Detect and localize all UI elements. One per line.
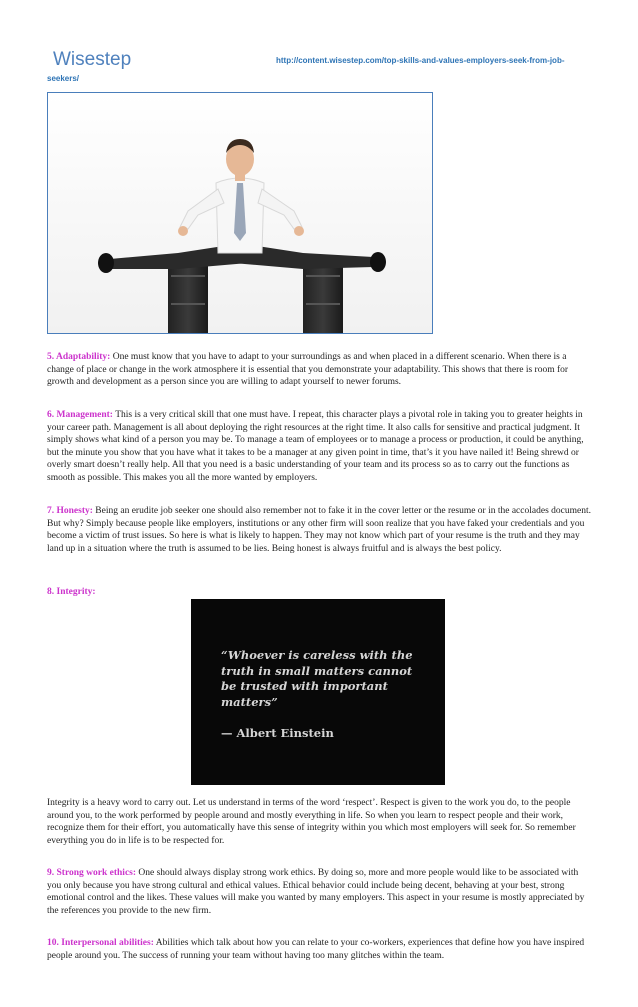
- quote-author: — Albert Einstein: [221, 726, 334, 740]
- section-body: Being an erudite job seeker one should also remember not to fake it in the cover letter or the resume or in the accolades document. But why? Simply because people like employers, institutions or any other firm will soon realize that you have faked your credentials and you become a victim of trust issues. So here is what is likely to happen. They may not know which part of your resume is the truth and they may land up in a situation where the truth is assumed to be lies. Being honest is always fruitful and is always the best policy.: [47, 506, 591, 554]
- section-integrity-body: [47, 797, 592, 847]
- section-adaptability: [47, 351, 592, 389]
- source-url-line-1[interactable]: http://content.wisestep.com/top-skills-and-values-employers-seek-from-job-: [276, 56, 565, 65]
- section-body: Integrity is a heavy word to carry out. Let us understand in terms of the word ‘respect’. Respect is given to the work you do, to the people around you, to the work performed by people around and mostly everything in life. So when you learn to respect people and their work, recognize them for their effort, you automatically have this sense of integrity within you which most employers will seek for. So remember everything you do in life is to be respected for.: [47, 798, 576, 846]
- brand-name: Wisestep: [53, 49, 132, 70]
- section-heading: 7. Honesty:: [47, 506, 93, 516]
- einstein-quote-image: [191, 599, 445, 785]
- section-management: [47, 409, 592, 485]
- section-heading-integrity: 8. Integrity:: [47, 587, 96, 597]
- section-heading: 5. Adaptability:: [47, 352, 111, 362]
- section-interpersonal: [47, 937, 592, 962]
- quote-text: “Whoever is careless with the truth in small matters cannot be trusted with important matters”: [221, 648, 413, 709]
- section-honesty: [47, 505, 592, 555]
- section-work-ethics: [47, 867, 592, 917]
- source-url-line-2[interactable]: seekers/: [47, 74, 80, 83]
- businessman-split-photo: [47, 92, 433, 334]
- section-heading: 6. Management:: [47, 410, 113, 420]
- section-body: Abilities which talk about how you can relate to your co-workers, experiences that define how you have inspired people around you. The success of running your team without having too many glitches within the team.: [47, 938, 585, 961]
- section-body: One must know that you have to adapt to your surroundings as and when placed in a different scenario. When there is a change of place or change in the work atmosphere it is essential that you demonstrate your adaptability. This shows that there is room for growth and development as a person since you are willing to adapt yourself to newer forums.: [47, 352, 569, 388]
- section-body: One should always display strong work ethics. By doing so, more and more people would like to be associated with you only because you have strong cultural and ethical values. Ethical behavior could include being decent, behaving at your best, strong emotional control and the likes. These values will make you wanted by many employers. This aspect in your resume is mostly appreciated by the references you provide to the new firm.: [47, 868, 585, 916]
- section-heading: 9. Strong work ethics:: [47, 868, 137, 878]
- section-heading: 10. Interpersonal abilities:: [47, 938, 154, 948]
- section-body: This is a very critical skill that one must have. I repeat, this character plays a pivotal role in taking you to greater heights in your career path. Management is all about deploying the right resources at the right time. It also calls for sensitive and practical judgment. It simply shows what kind of a person you may be. To manage a team of employees or to manage a process or production, it could be anything, but the minute you show that you have what it takes to be a manager at any given point in time, that’s it you have nailed it! Being shrewd or overly smart doesn’t really help. All that you need is a basic understanding of your team and its process so as to carry out the functions as smooth as possible. This makes you all the more wanted by employers.: [47, 410, 584, 483]
